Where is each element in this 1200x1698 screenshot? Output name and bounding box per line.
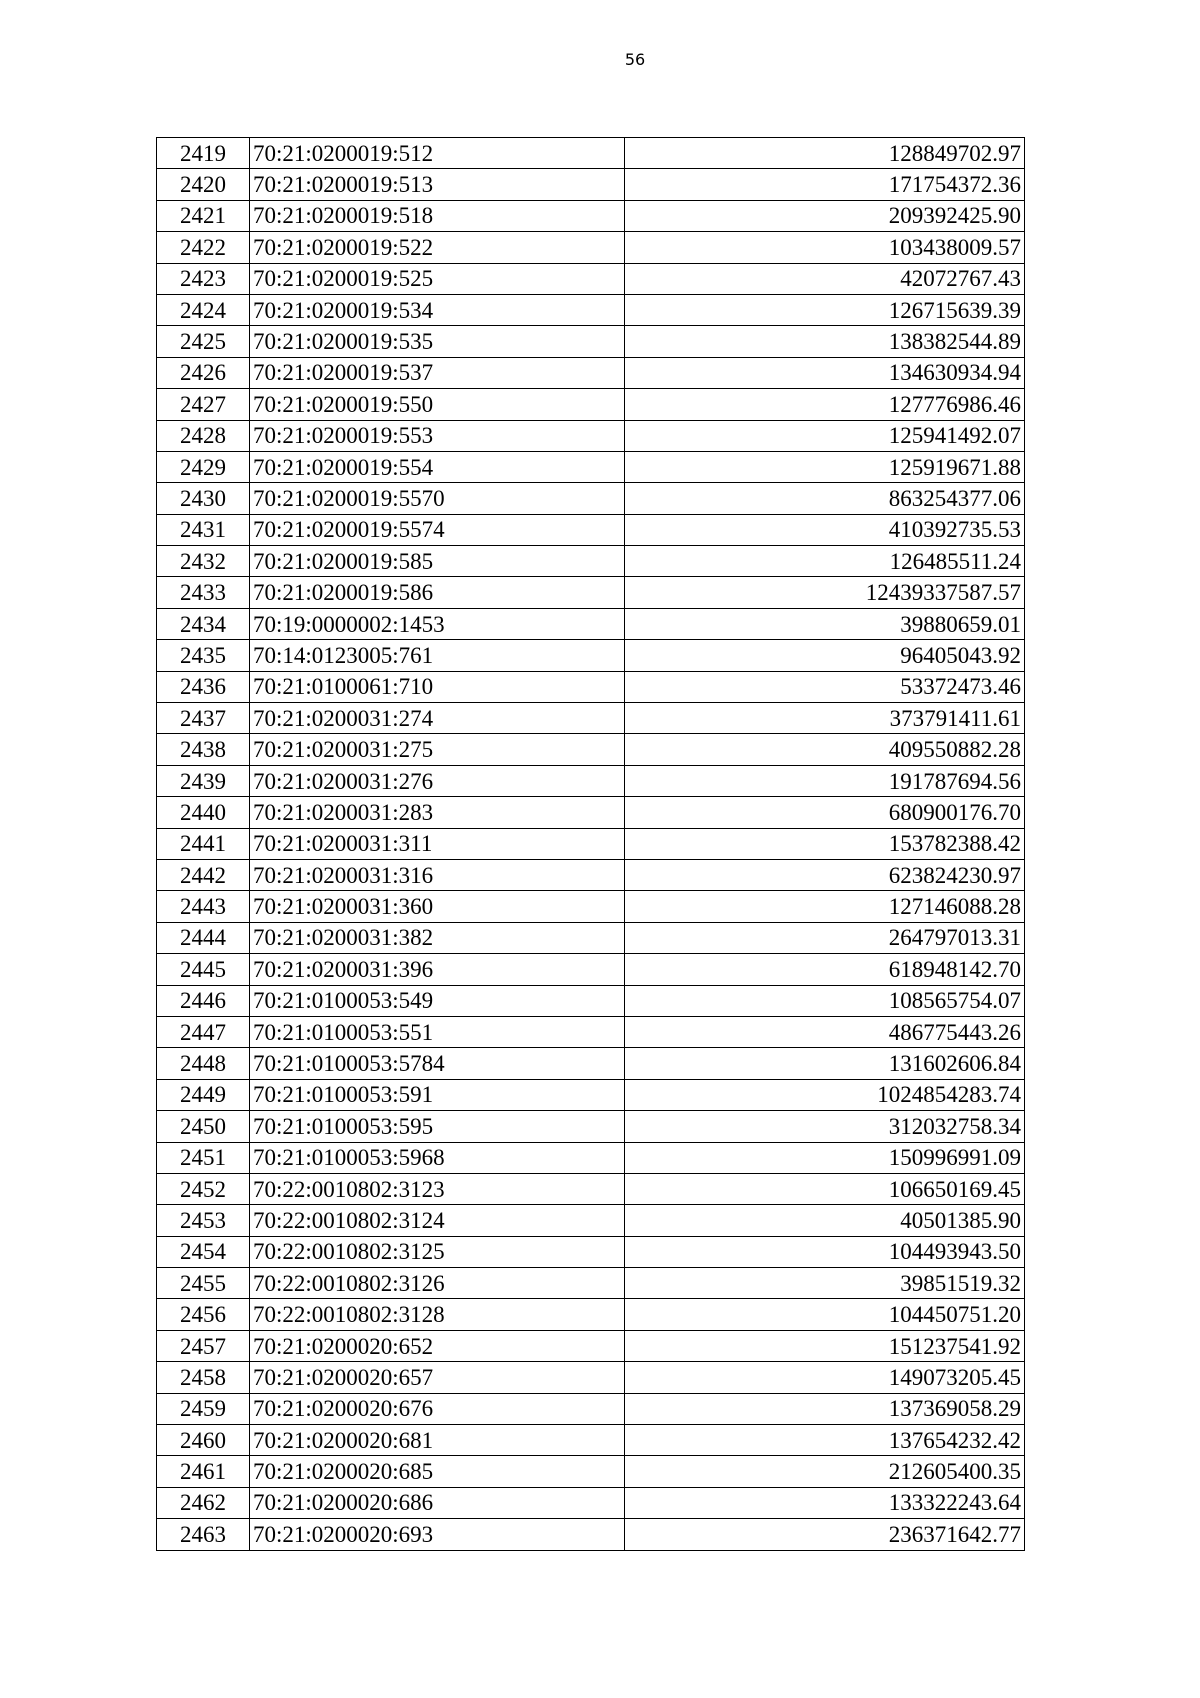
row-number-cell: 2460 bbox=[157, 1425, 250, 1456]
cadastral-value-cell: 128849702.97 bbox=[625, 138, 1025, 169]
row-number-cell: 2430 bbox=[157, 483, 250, 514]
cadastral-value-cell: 103438009.57 bbox=[625, 232, 1025, 263]
table-row bbox=[157, 1236, 1025, 1267]
cadastral-number-cell: 70:19:0000002:1453 bbox=[250, 608, 625, 639]
cadastral-number-cell: 70:21:0100053:595 bbox=[250, 1111, 625, 1142]
row-number-cell: 2432 bbox=[157, 546, 250, 577]
table-row bbox=[157, 138, 1025, 169]
cadastral-number-cell: 70:21:0200020:685 bbox=[250, 1456, 625, 1487]
cadastral-value-cell: 126485511.24 bbox=[625, 546, 1025, 577]
table-row bbox=[157, 1393, 1025, 1424]
cadastral-value-cell: 40501385.90 bbox=[625, 1205, 1025, 1236]
cadastral-number-cell: 70:21:0100053:591 bbox=[250, 1079, 625, 1110]
table-row bbox=[157, 703, 1025, 734]
table-row bbox=[157, 232, 1025, 263]
table-row bbox=[157, 1142, 1025, 1173]
row-number-cell: 2428 bbox=[157, 420, 250, 451]
cadastral-number-cell: 70:21:0200019:513 bbox=[250, 169, 625, 200]
cadastral-value-cell: 149073205.45 bbox=[625, 1362, 1025, 1393]
cadastral-number-cell: 70:21:0200019:534 bbox=[250, 294, 625, 325]
row-number-cell: 2449 bbox=[157, 1079, 250, 1110]
cadastral-value-cell: 153782388.42 bbox=[625, 828, 1025, 859]
table-row bbox=[157, 1048, 1025, 1079]
table-row bbox=[157, 640, 1025, 671]
table-row bbox=[157, 200, 1025, 231]
cadastral-number-cell: 70:22:0010802:3123 bbox=[250, 1173, 625, 1204]
row-number-cell: 2453 bbox=[157, 1205, 250, 1236]
row-number-cell: 2462 bbox=[157, 1487, 250, 1518]
cadastral-value-cell: 127776986.46 bbox=[625, 389, 1025, 420]
row-number-cell: 2436 bbox=[157, 671, 250, 702]
table-row bbox=[157, 797, 1025, 828]
cadastral-number-cell: 70:21:0200031:274 bbox=[250, 703, 625, 734]
cadastral-number-cell: 70:22:0010802:3126 bbox=[250, 1268, 625, 1299]
row-number-cell: 2457 bbox=[157, 1330, 250, 1361]
cadastral-number-cell: 70:21:0200020:676 bbox=[250, 1393, 625, 1424]
table-row bbox=[157, 765, 1025, 796]
row-number-cell: 2445 bbox=[157, 954, 250, 985]
table-row bbox=[157, 483, 1025, 514]
row-number-cell: 2455 bbox=[157, 1268, 250, 1299]
cadastral-number-cell: 70:21:0200019:550 bbox=[250, 389, 625, 420]
cadastral-value-cell: 39851519.32 bbox=[625, 1268, 1025, 1299]
table-row bbox=[157, 1111, 1025, 1142]
table-row bbox=[157, 1425, 1025, 1456]
cadastral-number-cell: 70:21:0200031:396 bbox=[250, 954, 625, 985]
cadastral-number-cell: 70:21:0200020:681 bbox=[250, 1425, 625, 1456]
row-number-cell: 2440 bbox=[157, 797, 250, 828]
cadastral-value-cell: 623824230.97 bbox=[625, 859, 1025, 890]
row-number-cell: 2458 bbox=[157, 1362, 250, 1393]
table-row bbox=[157, 514, 1025, 545]
table-row bbox=[157, 608, 1025, 639]
table-row bbox=[157, 1456, 1025, 1487]
row-number-cell: 2459 bbox=[157, 1393, 250, 1424]
cadastral-number-cell: 70:21:0100053:551 bbox=[250, 1016, 625, 1047]
cadastral-number-cell: 70:21:0200031:316 bbox=[250, 859, 625, 890]
table-row bbox=[157, 389, 1025, 420]
row-number-cell: 2425 bbox=[157, 326, 250, 357]
cadastral-number-cell: 70:21:0200020:652 bbox=[250, 1330, 625, 1361]
cadastral-value-cell: 236371642.77 bbox=[625, 1519, 1025, 1550]
cadastral-value-cell: 126715639.39 bbox=[625, 294, 1025, 325]
cadastral-number-cell: 70:21:0200020:657 bbox=[250, 1362, 625, 1393]
row-number-cell: 2421 bbox=[157, 200, 250, 231]
row-number-cell: 2427 bbox=[157, 389, 250, 420]
cadastral-value-cell: 125941492.07 bbox=[625, 420, 1025, 451]
cadastral-value-cell: 264797013.31 bbox=[625, 922, 1025, 953]
table-row bbox=[157, 294, 1025, 325]
cadastral-value-cell: 42072767.43 bbox=[625, 263, 1025, 294]
cadastral-number-cell: 70:21:0100061:710 bbox=[250, 671, 625, 702]
row-number-cell: 2426 bbox=[157, 357, 250, 388]
table-row bbox=[157, 546, 1025, 577]
cadastral-number-cell: 70:21:0100053:5784 bbox=[250, 1048, 625, 1079]
row-number-cell: 2447 bbox=[157, 1016, 250, 1047]
table-row bbox=[157, 1330, 1025, 1361]
table-row bbox=[157, 577, 1025, 608]
table-row bbox=[157, 1079, 1025, 1110]
cadastral-number-cell: 70:21:0200031:360 bbox=[250, 891, 625, 922]
cadastral-value-cell: 106650169.45 bbox=[625, 1173, 1025, 1204]
row-number-cell: 2420 bbox=[157, 169, 250, 200]
cadastral-value-cell: 137654232.42 bbox=[625, 1425, 1025, 1456]
cadastral-value-cell: 410392735.53 bbox=[625, 514, 1025, 545]
cadastral-value-table bbox=[156, 137, 1025, 1551]
row-number-cell: 2446 bbox=[157, 985, 250, 1016]
table-row bbox=[157, 1487, 1025, 1518]
cadastral-number-cell: 70:21:0200019:5570 bbox=[250, 483, 625, 514]
cadastral-value-cell: 191787694.56 bbox=[625, 765, 1025, 796]
row-number-cell: 2442 bbox=[157, 859, 250, 890]
cadastral-number-cell: 70:21:0200019:5574 bbox=[250, 514, 625, 545]
cadastral-value-cell: 12439337587.57 bbox=[625, 577, 1025, 608]
table-row bbox=[157, 671, 1025, 702]
row-number-cell: 2423 bbox=[157, 263, 250, 294]
table-row bbox=[157, 1016, 1025, 1047]
cadastral-number-cell: 70:21:0200019:554 bbox=[250, 451, 625, 482]
cadastral-number-cell: 70:21:0200019:518 bbox=[250, 200, 625, 231]
cadastral-value-cell: 209392425.90 bbox=[625, 200, 1025, 231]
cadastral-value-cell: 108565754.07 bbox=[625, 985, 1025, 1016]
table-row bbox=[157, 357, 1025, 388]
row-number-cell: 2429 bbox=[157, 451, 250, 482]
cadastral-value-cell: 171754372.36 bbox=[625, 169, 1025, 200]
cadastral-value-cell: 312032758.34 bbox=[625, 1111, 1025, 1142]
row-number-cell: 2437 bbox=[157, 703, 250, 734]
table-row bbox=[157, 1299, 1025, 1330]
row-number-cell: 2435 bbox=[157, 640, 250, 671]
row-number-cell: 2434 bbox=[157, 608, 250, 639]
table-row bbox=[157, 1362, 1025, 1393]
table-row bbox=[157, 1268, 1025, 1299]
cadastral-value-cell: 409550882.28 bbox=[625, 734, 1025, 765]
cadastral-value-cell: 138382544.89 bbox=[625, 326, 1025, 357]
cadastral-value-cell: 373791411.61 bbox=[625, 703, 1025, 734]
cadastral-value-cell: 863254377.06 bbox=[625, 483, 1025, 514]
cadastral-value-cell: 134630934.94 bbox=[625, 357, 1025, 388]
cadastral-value-cell: 151237541.92 bbox=[625, 1330, 1025, 1361]
row-number-cell: 2424 bbox=[157, 294, 250, 325]
cadastral-number-cell: 70:21:0200019:522 bbox=[250, 232, 625, 263]
cadastral-value-cell: 1024854283.74 bbox=[625, 1079, 1025, 1110]
cadastral-number-cell: 70:22:0010802:3125 bbox=[250, 1236, 625, 1267]
table-row bbox=[157, 1173, 1025, 1204]
cadastral-number-cell: 70:21:0200019:585 bbox=[250, 546, 625, 577]
row-number-cell: 2448 bbox=[157, 1048, 250, 1079]
row-number-cell: 2438 bbox=[157, 734, 250, 765]
cadastral-number-cell: 70:22:0010802:3128 bbox=[250, 1299, 625, 1330]
cadastral-value-cell: 96405043.92 bbox=[625, 640, 1025, 671]
row-number-cell: 2451 bbox=[157, 1142, 250, 1173]
table-row bbox=[157, 451, 1025, 482]
cadastral-value-cell: 137369058.29 bbox=[625, 1393, 1025, 1424]
table-row bbox=[157, 954, 1025, 985]
row-number-cell: 2456 bbox=[157, 1299, 250, 1330]
page-number: 56 bbox=[624, 50, 646, 69]
row-number-cell: 2439 bbox=[157, 765, 250, 796]
cadastral-number-cell: 70:21:0200031:275 bbox=[250, 734, 625, 765]
cadastral-number-cell: 70:14:0123005:761 bbox=[250, 640, 625, 671]
cadastral-value-cell: 131602606.84 bbox=[625, 1048, 1025, 1079]
row-number-cell: 2463 bbox=[157, 1519, 250, 1550]
row-number-cell: 2422 bbox=[157, 232, 250, 263]
cadastral-number-cell: 70:21:0100053:5968 bbox=[250, 1142, 625, 1173]
table-row bbox=[157, 985, 1025, 1016]
table-body bbox=[157, 138, 1025, 1551]
cadastral-number-cell: 70:21:0200020:686 bbox=[250, 1487, 625, 1518]
cadastral-value-cell: 133322243.64 bbox=[625, 1487, 1025, 1518]
cadastral-number-cell: 70:21:0200019:537 bbox=[250, 357, 625, 388]
cadastral-number-cell: 70:21:0200031:311 bbox=[250, 828, 625, 859]
table-row bbox=[157, 263, 1025, 294]
cadastral-value-cell: 680900176.70 bbox=[625, 797, 1025, 828]
row-number-cell: 2454 bbox=[157, 1236, 250, 1267]
cadastral-number-cell: 70:21:0200019:586 bbox=[250, 577, 625, 608]
table-row bbox=[157, 828, 1025, 859]
cadastral-number-cell: 70:21:0200019:553 bbox=[250, 420, 625, 451]
cadastral-value-cell: 39880659.01 bbox=[625, 608, 1025, 639]
cadastral-number-cell: 70:21:0100053:549 bbox=[250, 985, 625, 1016]
cadastral-number-cell: 70:21:0200031:382 bbox=[250, 922, 625, 953]
row-number-cell: 2431 bbox=[157, 514, 250, 545]
cadastral-value-cell: 53372473.46 bbox=[625, 671, 1025, 702]
table-row bbox=[157, 326, 1025, 357]
table-row bbox=[157, 420, 1025, 451]
cadastral-value-cell: 486775443.26 bbox=[625, 1016, 1025, 1047]
row-number-cell: 2450 bbox=[157, 1111, 250, 1142]
cadastral-value-cell: 104450751.20 bbox=[625, 1299, 1025, 1330]
cadastral-number-cell: 70:21:0200019:512 bbox=[250, 138, 625, 169]
row-number-cell: 2441 bbox=[157, 828, 250, 859]
cadastral-value-cell: 150996991.09 bbox=[625, 1142, 1025, 1173]
table-row bbox=[157, 734, 1025, 765]
cadastral-value-cell: 104493943.50 bbox=[625, 1236, 1025, 1267]
table-row bbox=[157, 859, 1025, 890]
row-number-cell: 2444 bbox=[157, 922, 250, 953]
row-number-cell: 2443 bbox=[157, 891, 250, 922]
cadastral-number-cell: 70:22:0010802:3124 bbox=[250, 1205, 625, 1236]
row-number-cell: 2461 bbox=[157, 1456, 250, 1487]
table-row bbox=[157, 922, 1025, 953]
table-row bbox=[157, 169, 1025, 200]
row-number-cell: 2419 bbox=[157, 138, 250, 169]
cadastral-value-cell: 618948142.70 bbox=[625, 954, 1025, 985]
cadastral-number-cell: 70:21:0200020:693 bbox=[250, 1519, 625, 1550]
row-number-cell: 2433 bbox=[157, 577, 250, 608]
table-row bbox=[157, 1205, 1025, 1236]
cadastral-value-cell: 127146088.28 bbox=[625, 891, 1025, 922]
cadastral-number-cell: 70:21:0200019:535 bbox=[250, 326, 625, 357]
cadastral-value-cell: 212605400.35 bbox=[625, 1456, 1025, 1487]
cadastral-number-cell: 70:21:0200019:525 bbox=[250, 263, 625, 294]
cadastral-number-cell: 70:21:0200031:276 bbox=[250, 765, 625, 796]
cadastral-value-cell: 125919671.88 bbox=[625, 451, 1025, 482]
table-row bbox=[157, 891, 1025, 922]
row-number-cell: 2452 bbox=[157, 1173, 250, 1204]
table-row bbox=[157, 1519, 1025, 1550]
cadastral-number-cell: 70:21:0200031:283 bbox=[250, 797, 625, 828]
